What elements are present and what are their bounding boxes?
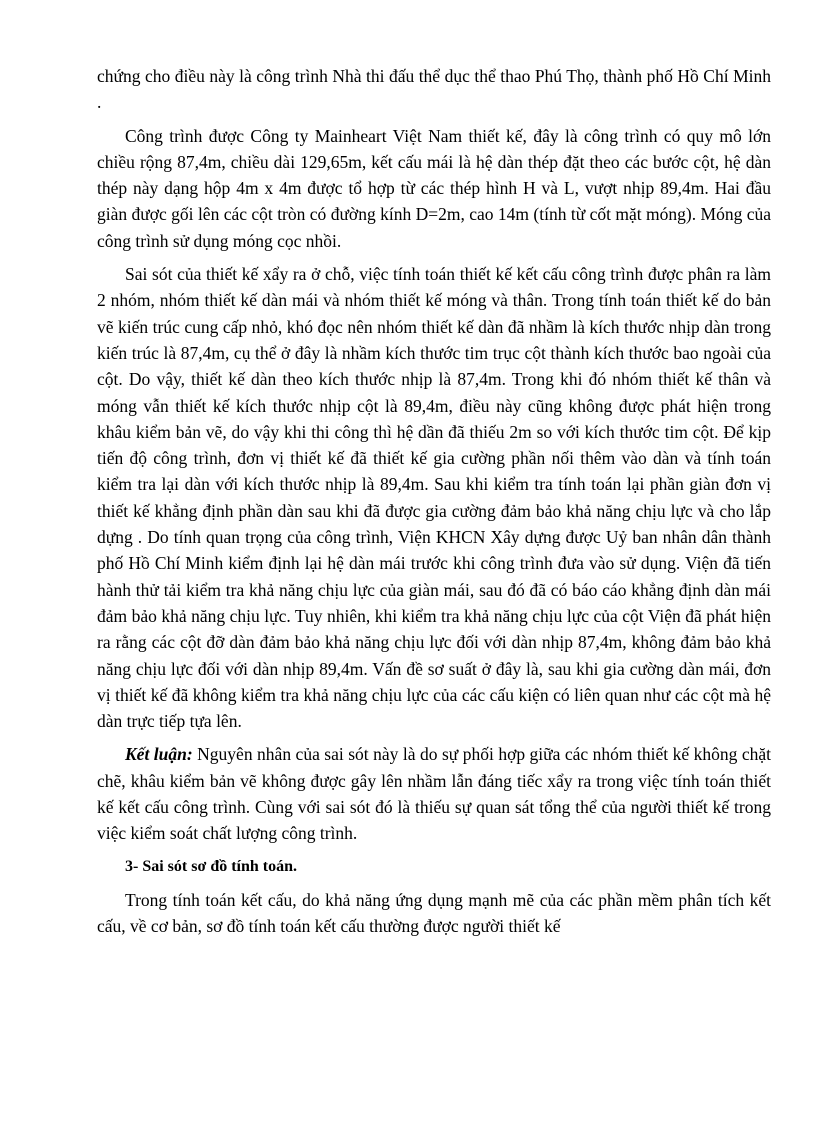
paragraph-design-error: Sai sót của thiết kế xẩy ra ở chỗ, việc tính toán thiết kế kết cấu công trình được phân ra làm 2 nhóm, nhóm thiết kế dàn mái và nhóm thiết kế móng và thân. Trong tính toán thiết kế do bản vẽ kiến trúc cung cấp nhỏ, khó đọc nên nhóm thiết kế dàn đã nhầm là kích thước nhịp dàn trong kiến trúc là 87,4m, cụ thể ở đây là nhầm kích thước tim trục cột thành kích thước bao ngoài của cột. Do vậy, thiết kế dàn theo kích thước nhịp là 87,4m. Trong khi đó nhóm thiết kế thân và móng vẫn thiết kế kích thước nhịp cột là 89,4m, điều này cũng không được phát hiện trong khâu kiểm bản vẽ, do vậy khi thi công thì hệ dần đã thiếu 2m so với kích thước tim cột. Để kịp tiến độ công trình, đơn vị thiết kế đã thiết kế gia cường phần nối thêm vào dàn và tính toán kiểm tra lại dàn với kích thước nhịp là 89,4m. Sau khi kiểm tra tính toán lại phần giàn đơn vị thiết kế khẳng định phần dàn sau khi đã được gia cường đảm bảo khả năng chịu lực và cho lắp dựng . Do tính quan trọng của công trình, Viện KHCN Xây dựng được Uỷ ban nhân dân thành phố Hồ Chí Minh kiểm định lại hệ dàn mái trước khi công trình đưa vào sử dụng. Viện đã tiến hành thử tải kiểm tra khả năng chịu lực của giàn mái, sau đó đã có báo cáo khẳng định dàn mái đảm bảo khả năng chịu lực. Tuy nhiên, khi kiểm tra khả năng chịu lực của cột Viện đã phát hiện ra rằng các cột đỡ dàn đảm bảo khả năng chịu lực đối với dàn nhịp 87,4m, không đảm bảo khả năng chịu lực đối với dàn nhịp 89,4m. Vấn đề sơ suất ở đây là, sau khi gia cường dàn mái, đơn vị thiết kế đã không kiểm tra khả năng chịu lực của các cấu kiện có liên quan như các cột mà hệ dàn trực tiếp tựa lên.	[97, 264, 771, 732]
paragraph-project-description: Công trình được Công ty Mainheart Việt Nam thiết kế, đây là công trình có quy mô lớn chiều rộng 87,4m, chiều dài 129,65m, kết cấu mái là hệ dàn thép đặt theo các bước cột, hệ dàn thép này dạng hộp 4m x 4m được tổ hợp từ các thép hình H và L, vượt nhịp 89,4m. Hai đầu giàn được gối lên các cột tròn có đường kính D=2m, cao 14m (tính từ cốt mặt móng). Móng của công trình sử dụng móng cọc nhồi.	[97, 125, 771, 251]
section-heading-3: 3- Sai sót sơ đồ tính toán.	[125, 857, 298, 875]
paragraph-intro-continuation: chứng cho điều này là công trình Nhà thi đấu thể dục thể thao Phú Thọ, thành phố Hồ Chí Minh .	[97, 66, 771, 113]
paragraph-calculation-scheme: Trong tính toán kết cấu, do khả năng ứng dụng mạnh mẽ của các phần mềm phân tích kết cấu, về cơ bản, sơ đồ tính toán kết cấu thường được người thiết kế	[97, 889, 771, 936]
paragraph-conclusion	[97, 741, 771, 846]
conclusion-label: Kết luận:	[125, 744, 193, 765]
document-page	[97, 63, 771, 946]
conclusion-text: Nguyên nhân của sai sót này là do sự phối hợp giữa các nhóm thiết kế không chặt chẽ, khâu kiểm bản vẽ không được gây lên nhầm lẫn đáng tiếc xẩy ra trong việc tính toán thiết kế kết cấu công trình. Cùng với sai sót đó là thiếu sự quan sát tổng thể của người thiết kế trong việc kiểm soát chất lượng công trình.	[97, 744, 771, 844]
